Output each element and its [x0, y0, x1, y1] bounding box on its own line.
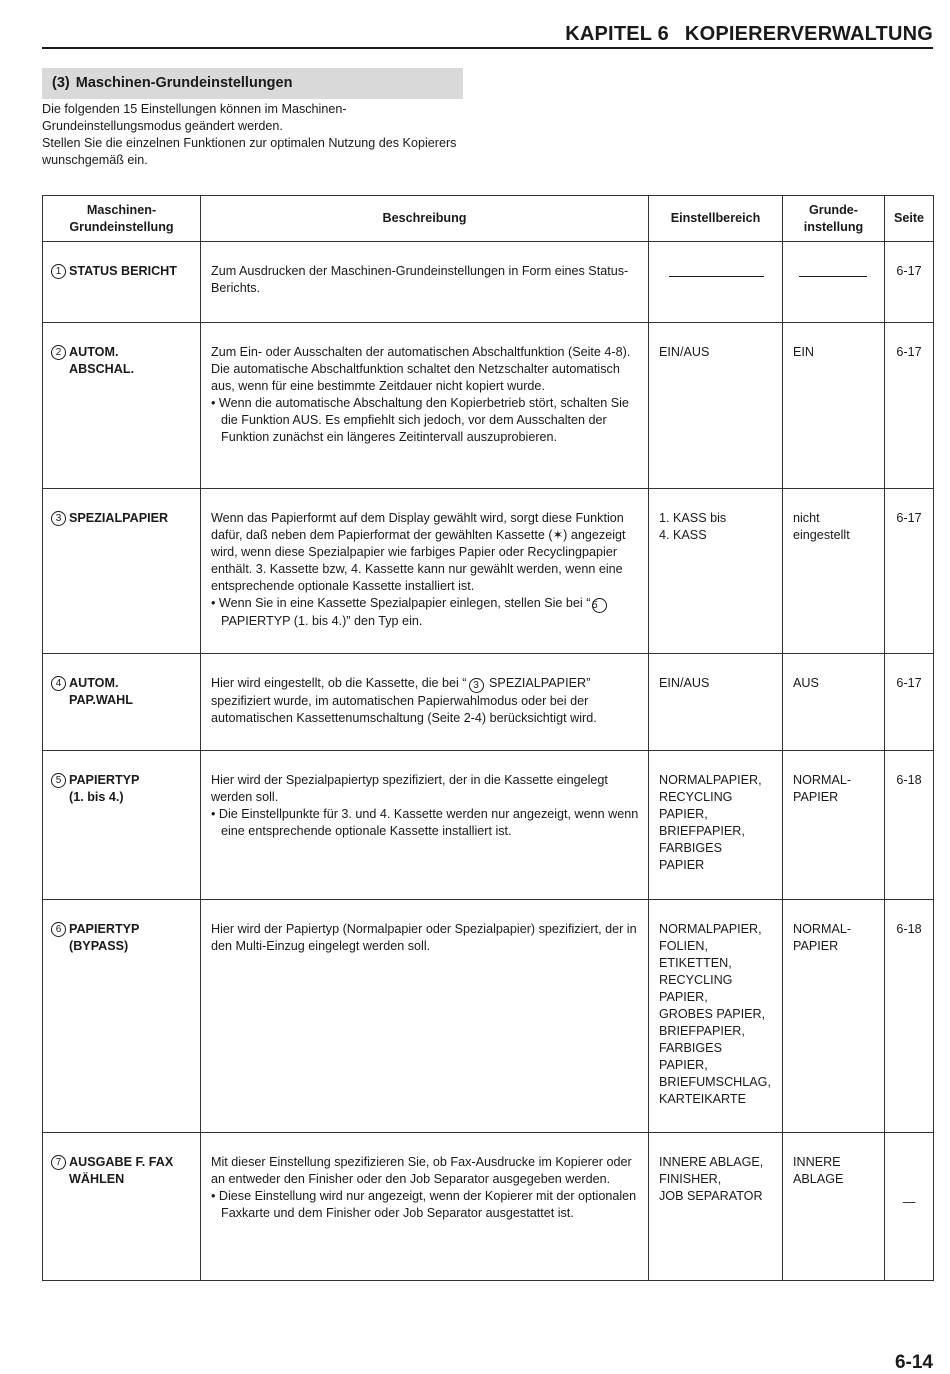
setting-name: SPEZIALPAPIER	[69, 511, 169, 525]
header-description: Beschreibung	[201, 196, 649, 242]
table-row	[43, 323, 934, 489]
setting-name-cell	[43, 489, 201, 654]
circled-number: 5	[51, 773, 66, 788]
circled-number-ref: 3	[469, 678, 484, 693]
description-text: Hier wird eingestellt, ob die Kassette, die bei “ 3 SPEZIALPAPIER” spezifiziert wurde, im automatischen Papierwahlmodus oder bei der automatischen Kassettenumschaltung (Seite 2-4) berücksichtigt wird.	[211, 676, 597, 725]
range-cell: INNERE ABLAGE, FINISHER, JOB SEPARATOR	[649, 1133, 783, 1281]
settings-table	[42, 195, 934, 1281]
description-cell	[201, 1133, 649, 1281]
table-header-row	[43, 196, 934, 242]
description-cell	[201, 242, 649, 323]
circled-number: 3	[51, 511, 66, 526]
circled-number: 4	[51, 676, 66, 691]
description-text: Zum Ein- oder Ausschalten der automatischen Abschaltfunktion (Seite 4-8). Die automatische Abschaltfunktion schaltet den Netzschalter automatisch aus, wenn für eine bestimmte Zeitdauer nicht kopiert wurde.	[211, 345, 631, 393]
circled-number: 7	[51, 1155, 66, 1170]
default-cell: nicht eingestellt	[783, 489, 885, 654]
page-number: 6-14	[894, 1352, 933, 1373]
header-setting: Maschinen- Grundeinstellung	[43, 196, 201, 242]
setting-name: PAPIERTYP (BYPASS)	[69, 922, 140, 953]
page-cell: 6-17	[885, 489, 934, 654]
description-bullet: • Wenn die automatische Abschaltung den Kopierbetrieb stört, schalten Sie die Funktion AUS. Es empfiehlt sich jedoch, vor dem Ausschalten der Funktion zunächst ein längeres Zeitintervall auszuprobieren.	[211, 396, 629, 444]
setting-name-cell	[43, 242, 201, 323]
setting-name-cell	[43, 654, 201, 751]
default-cell: INNERE ABLAGE	[783, 1133, 885, 1281]
page-cell: 6-17	[885, 654, 934, 751]
setting-name-cell	[43, 1133, 201, 1281]
setting-name: STATUS BERICHT	[69, 264, 177, 278]
header-default: Grunde- instellung	[783, 196, 885, 242]
section-heading	[42, 68, 463, 99]
range-cell: EIN/AUS	[649, 323, 783, 489]
description-bullet: • Wenn Sie in eine Kassette Spezialpapier einlegen, stellen Sie bei “ 5 PAPIERTYP (1. bis 4.)” den Typ ein.	[211, 595, 640, 630]
page-cell: 6-18	[885, 751, 934, 900]
default-cell: AUS	[783, 654, 885, 751]
range-cell: NORMALPAPIER, RECYCLING PAPIER, BRIEFPAPIER, FARBIGES PAPIER	[649, 751, 783, 900]
chapter-label: KAPITEL 6	[565, 23, 669, 45]
section-number: (3)	[52, 75, 70, 91]
page-cell: 6-17	[885, 323, 934, 489]
description-bullet: • Die Einstellpunkte für 3. und 4. Kassette werden nur angezeigt, wenn wenn eine entsprechende optionale Kassette installiert ist.	[211, 807, 639, 838]
page-value: —	[902, 1195, 916, 1209]
range-cell: EIN/AUS	[649, 654, 783, 751]
table-row	[43, 751, 934, 900]
description-cell	[201, 751, 649, 900]
page-cell	[885, 1133, 934, 1281]
description-text: Zum Ausdrucken der Maschinen-Grundeinstellungen in Form eines Status-Berichts.	[211, 264, 629, 295]
setting-name-cell	[43, 751, 201, 900]
description-cell	[201, 323, 649, 489]
range-cell	[649, 242, 783, 323]
circled-number: 6	[51, 922, 66, 937]
table-row	[43, 1133, 934, 1281]
setting-name: AUTOM. PAP.WAHL	[69, 676, 133, 707]
intro-text	[42, 101, 472, 169]
circled-number-ref: 5	[592, 598, 607, 613]
description-bullet: • Diese Einstellung wird nur angezeigt, wenn der Kopierer mit der optionalen Faxkarte und dem Finisher oder Job Separator ausgestattet ist.	[211, 1189, 637, 1220]
description-cell	[201, 489, 649, 654]
description-text: Hier wird der Papiertyp (Normalpapier oder Spezialpapier) spezifiziert, der in den Multi-Einzug eingelegt werden soll.	[211, 922, 637, 953]
chapter-title: KOPIERERVERWALTUNG	[684, 23, 933, 45]
empty-value-line	[669, 266, 764, 277]
intro-paragraph: Die folgenden 15 Einstellungen können im Maschinen-Grundeinstellungsmodus geändert werden.	[42, 102, 347, 133]
circled-number: 1	[51, 264, 66, 279]
circled-number: 2	[51, 345, 66, 360]
description-text: Mit dieser Einstellung spezifizieren Sie, ob Fax-Ausdrucke im Kopierer oder an entweder den Finisher oder den Job Separator ausgegeben werden.	[211, 1155, 632, 1186]
setting-name-cell	[43, 900, 201, 1133]
header-page: Seite	[885, 196, 934, 242]
page-cell: 6-17	[885, 242, 934, 323]
table-row	[43, 242, 934, 323]
header-range: Einstellbereich	[649, 196, 783, 242]
default-cell: NORMAL- PAPIER	[783, 900, 885, 1133]
description-text: Hier wird der Spezialpapiertyp spezifiziert, der in die Kassette eingelegt werden soll.	[211, 773, 608, 804]
table-row	[43, 900, 934, 1133]
section-title: Maschinen-Grundeinstellungen	[75, 75, 293, 91]
empty-value-line	[799, 266, 867, 277]
description-text: Wenn das Papierformt auf dem Display gewählt wird, sorgt diese Funktion dafür, daß neben dem Papierformat der gewählten Kassette (✶) angezeigt wird, wenn diese Spezialpapier wie farbiges Papier oder Recyclingpapier enthält. 3. Kassette bzw, 4. Kassette kann nur gewählt werden, wenn eine entsprechende optionale Kassette installiert ist.	[211, 511, 626, 593]
intro-paragraph: Stellen Sie die einzelnen Funktionen zur optimalen Nutzung des Kopierers wunschgemäß ein.	[42, 136, 457, 167]
setting-name-cell	[43, 323, 201, 489]
description-cell	[201, 654, 649, 751]
setting-name: PAPIERTYP (1. bis 4.)	[69, 773, 140, 804]
table-row	[43, 489, 934, 654]
setting-name: AUSGABE F. FAX WÄHLEN	[69, 1155, 174, 1186]
default-cell	[783, 242, 885, 323]
default-cell: NORMAL- PAPIER	[783, 751, 885, 900]
setting-name: AUTOM. ABSCHAL.	[69, 345, 135, 376]
range-cell: 1. KASS bis 4. KASS	[649, 489, 783, 654]
description-cell	[201, 900, 649, 1133]
page-cell: 6-18	[885, 900, 934, 1133]
range-cell: NORMALPAPIER, FOLIEN, ETIKETTEN, RECYCLING PAPIER, GROBES PAPIER, BRIEFPAPIER, FARBIGES PAPIER, BRIEFUMSCHLAG, KARTEIKARTE	[649, 900, 783, 1133]
default-cell: EIN	[783, 323, 885, 489]
table-row	[43, 654, 934, 751]
chapter-header	[42, 22, 933, 49]
